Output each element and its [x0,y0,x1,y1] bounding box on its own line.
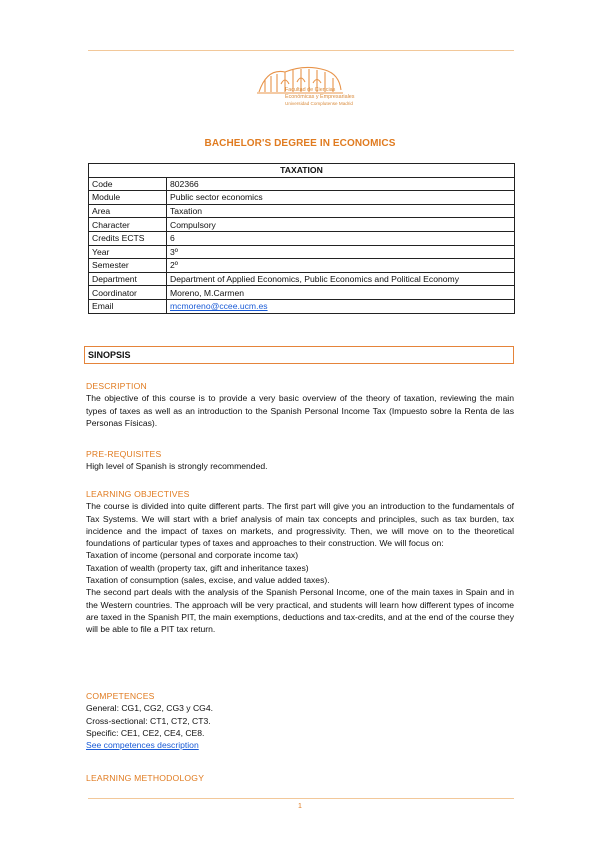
row-value: 2º [167,259,515,273]
logo-line-1: Facultad de Ciencias [285,87,336,93]
table-row [89,299,515,313]
list-item: Taxation of consumption (sales, excise, and value added taxes). [86,575,330,586]
competences-cross: Cross-sectional: CT1, CT2, CT3. [86,715,211,726]
competences-section [86,690,514,751]
header-rule [88,50,514,51]
description-heading: DESCRIPTION [86,381,147,391]
prerequisites-heading: PRE-REQUISITES [86,449,162,459]
course-info-table [88,163,515,314]
learning-objectives-heading: LEARNING OBJECTIVES [86,489,190,499]
list-item: Taxation of wealth (property tax, gift and inheritance taxes) [86,562,309,573]
table-row [89,286,515,300]
row-key: Credits ECTS [89,231,167,245]
sinopsis-section-header [84,346,514,364]
competences-specific: Specific: CE1, CE2, CE4, CE8. [86,727,205,738]
list-item: Taxation of income (personal and corporate income tax) [86,550,299,561]
competences-heading: COMPETENCES [86,691,155,701]
row-key: Area [89,204,167,218]
row-value: Public sector economics [167,191,515,205]
row-value: Department of Applied Economics, Public Economics and Political Economy [167,272,515,286]
faculty-logo [255,58,355,118]
page-number: 1 [298,803,302,810]
degree-title: BACHELOR'S DEGREE IN ECONOMICS [204,138,396,149]
methodology-section [86,772,514,784]
learning-objectives-second: The second part deals with the analysis of the Spanish Personal Income, one of the main taxes in Spain and in the Western countries. The approach will be very practical, and students will learn how different types of income are taxed in the Spanish PIT, the main exemptions, deductions and tax-credits, and at the end of the course they will be able to file a PIT tax return. [86,587,514,635]
learning-objectives-section [86,488,514,636]
competences-description-link[interactable]: See competences description [86,740,199,751]
row-value: Taxation [167,204,515,218]
row-key: Code [89,177,167,191]
course-title: TAXATION [89,164,515,178]
row-value: 802366 [167,177,515,191]
email-link[interactable]: mcmoreno@ccee.ucm.es [170,301,268,312]
prerequisites-section [86,448,514,473]
table-row [89,218,515,232]
methodology-heading: LEARNING METHODOLOGY [86,773,205,783]
sinopsis-title: SINOPSIS [88,350,131,360]
footer-rule [88,798,514,799]
prerequisites-text: High level of Spanish is strongly recommended. [86,461,268,472]
row-key: Module [89,191,167,205]
table-row [89,191,515,205]
row-value: 3º [167,245,515,259]
learning-objectives-intro: The course is divided into quite different parts. The first part will give you an introduction to the fundamentals of Tax Systems. We will start with a brief analysis of main tax concepts and principles, such as tax burden, tax incidence and the impact of taxes on markets, and progressivity. Then, we will move on to the theoretical foundations of particular types of taxes and approaches to their construction. We will focus on: [86,501,514,549]
row-key: Semester [89,259,167,273]
row-key: Year [89,245,167,259]
row-key: Coordinator [89,286,167,300]
logo-line-2: Económicas y Empresariales [285,94,355,100]
description-section [86,380,514,429]
table-row [89,245,515,259]
table-row [89,177,515,191]
description-text: The objective of this course is to provide a very basic overview of the theory of taxation, reviewing the main types of taxes as well as an introduction to the Spanish Personal Income Tax (Impuesto sobre la Renta de las Personas Físicas). [86,393,514,428]
row-key: Department [89,272,167,286]
row-value: Moreno, M.Carmen [167,286,515,300]
table-row [89,231,515,245]
competences-general: General: CG1, CG2, CG3 y CG4. [86,703,214,714]
table-row [89,272,515,286]
row-value: Compulsory [167,218,515,232]
row-value: 6 [167,231,515,245]
row-key: Character [89,218,167,232]
email-label: Email [89,299,167,313]
table-row [89,259,515,273]
logo-line-3: Universidad Complutense Madrid [285,101,353,106]
table-row [89,204,515,218]
